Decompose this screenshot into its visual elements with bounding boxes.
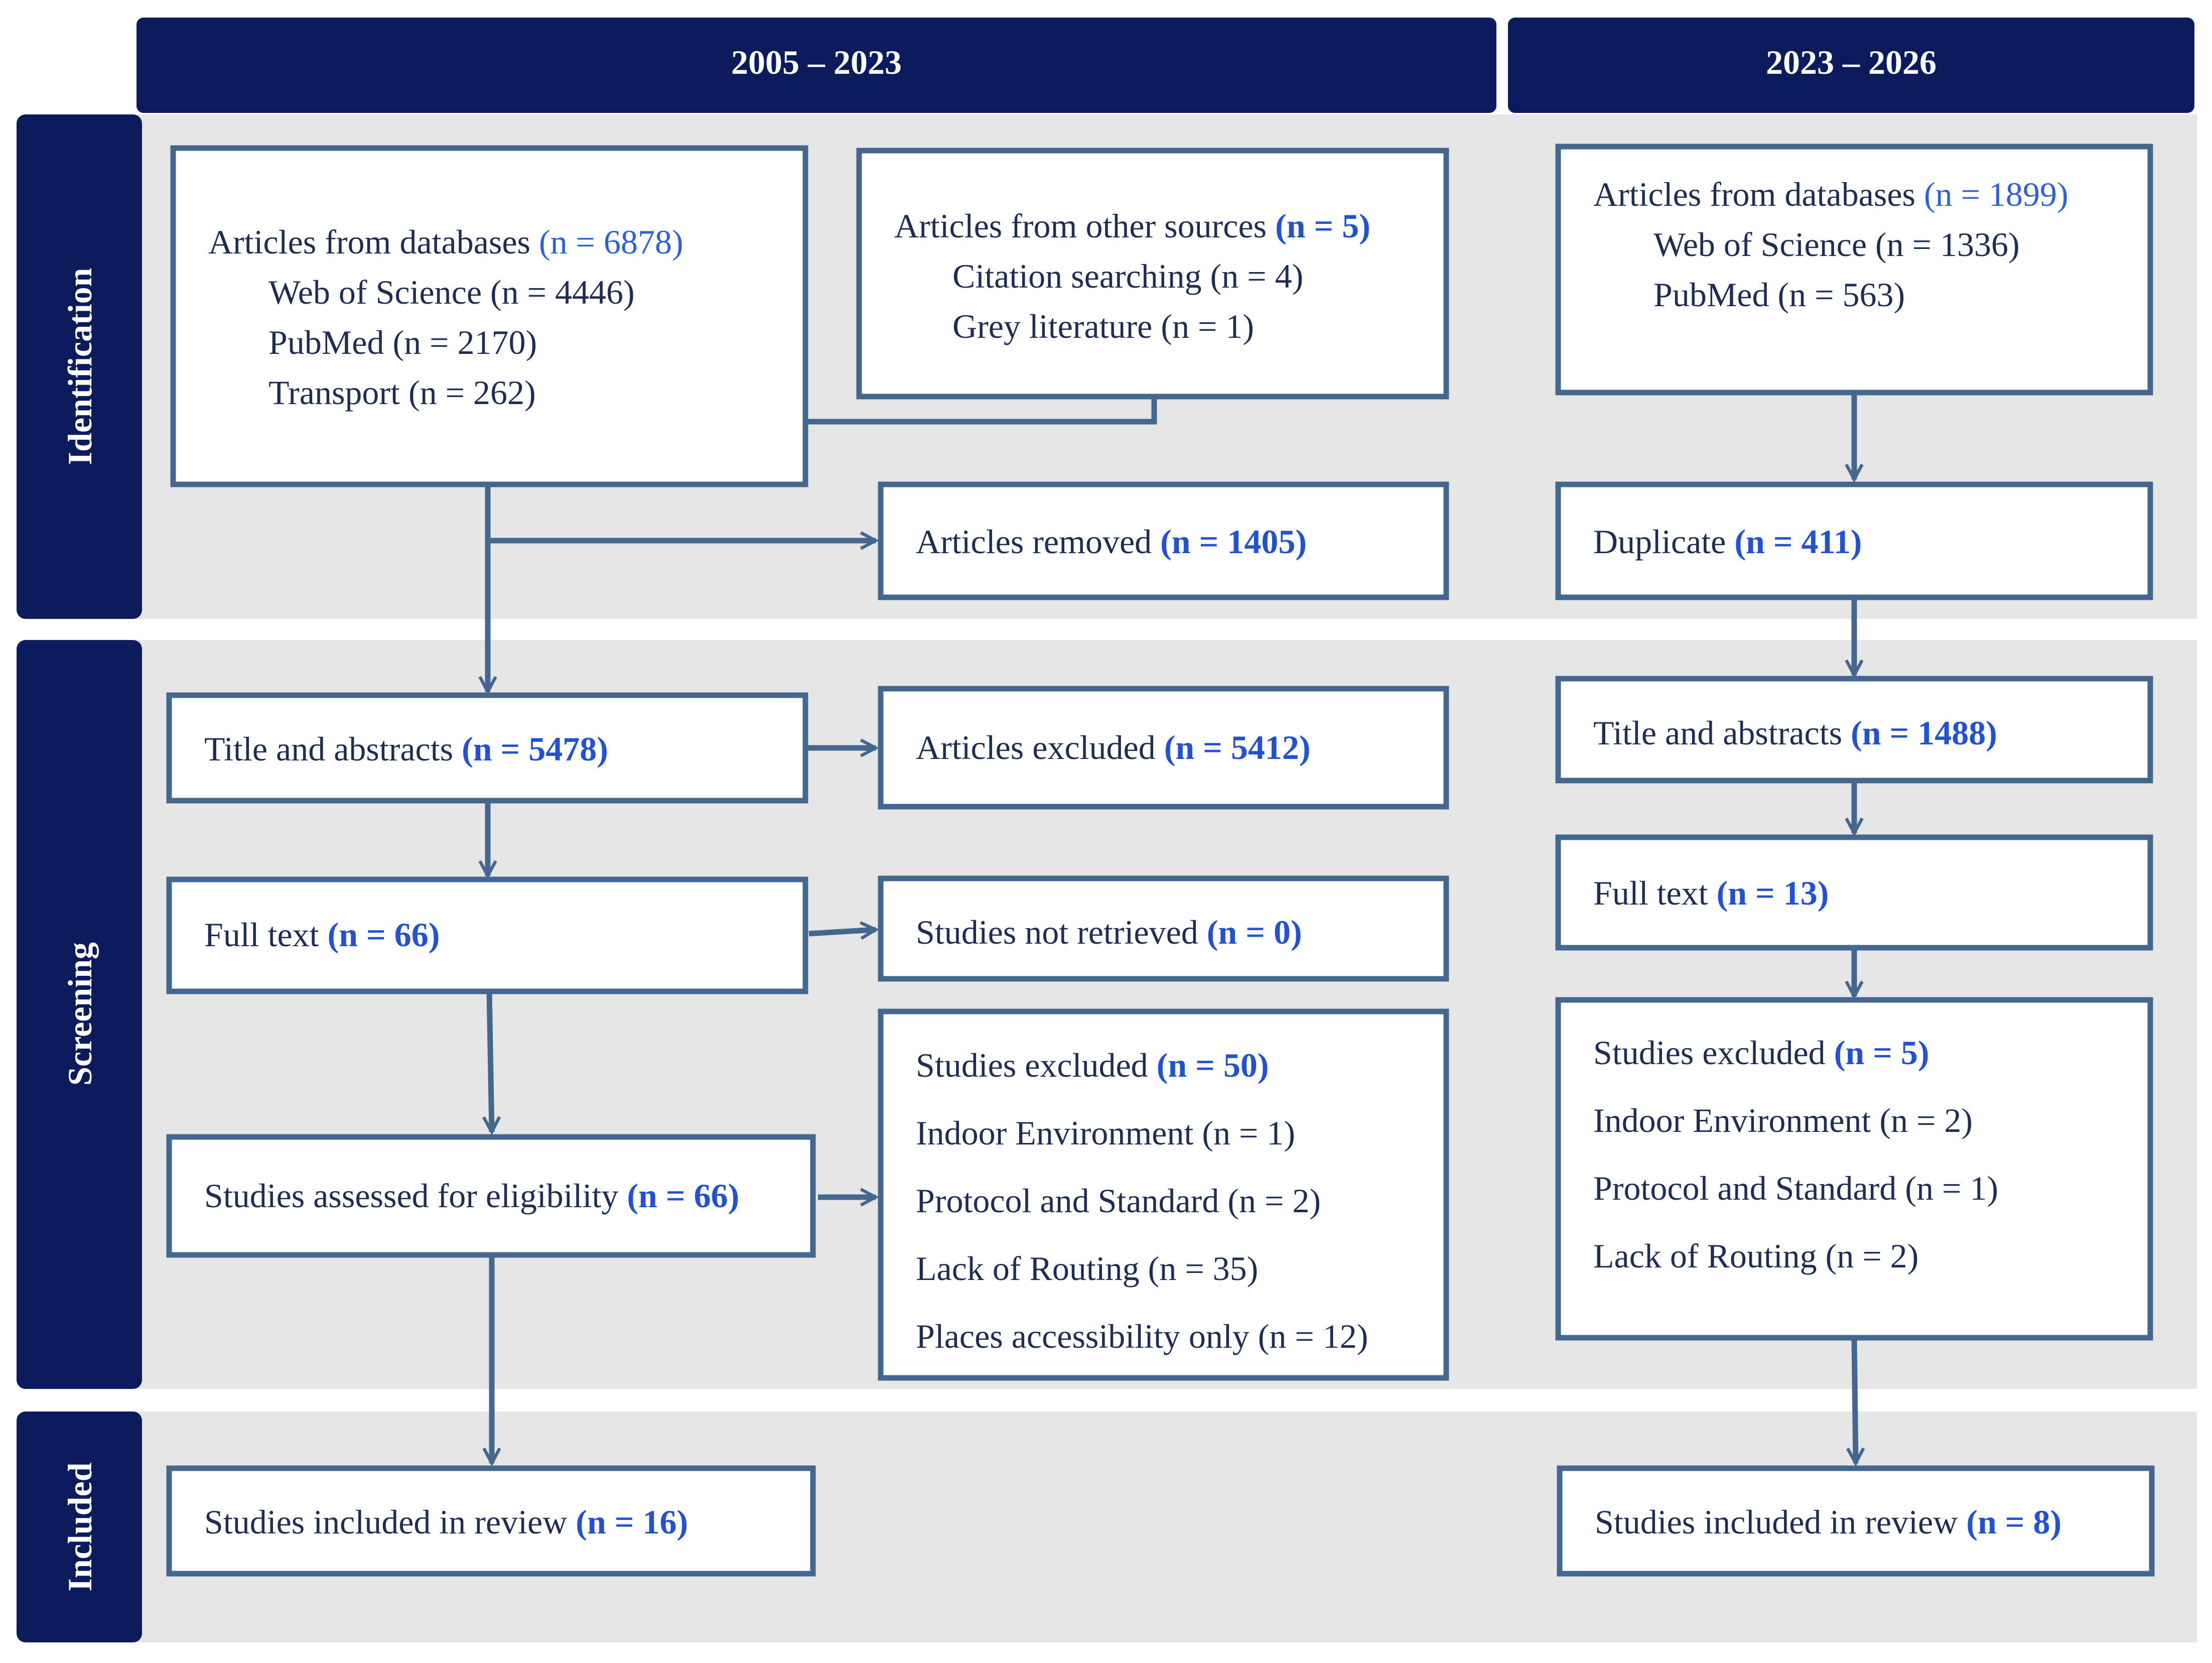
left-title-label: Title and abstracts <box>204 730 462 768</box>
arrow-r-excluded-to-included <box>1854 1338 1856 1463</box>
right-fulltext-label: Full text <box>1593 874 1717 912</box>
right-duplicate-label: Duplicate <box>1593 523 1735 561</box>
left-other-label: Articles from other sources <box>894 207 1276 245</box>
right-included-count: (n = 8) <box>1966 1503 2062 1541</box>
box-right-studies-excluded <box>1558 1000 2150 1338</box>
svg-text:Studies not retrieved (n = 0) <box>916 913 1302 951</box>
svg-text:Title and abstracts (n = 1488) <box>1593 714 1997 752</box>
box-left-full-text <box>169 879 805 991</box>
left-databases-sub-3: Transport (n = 262) <box>268 373 536 412</box>
left-eligibility-count: (n = 66) <box>627 1177 740 1215</box>
box-right-title-abstracts <box>1558 679 2150 781</box>
left-notretrieved-label: Studies not retrieved <box>916 913 1207 951</box>
arrow-fulltext-to-eligibility <box>489 991 492 1132</box>
header-left-text: 2005 – 2023 <box>731 43 902 81</box>
left-eligibility-label: Studies assessed for eligibility <box>204 1177 627 1215</box>
box-left-included <box>169 1468 813 1574</box>
left-included-count: (n = 16) <box>576 1503 688 1541</box>
left-studiesexcluded-sub-4: Places accessibility only (n = 12) <box>916 1317 1368 1355</box>
left-studiesexcluded-label: Studies excluded <box>916 1046 1157 1084</box>
right-title-label: Title and abstracts <box>1593 714 1851 752</box>
box-left-articles-excluded <box>881 689 1446 807</box>
box-left-databases <box>173 148 805 484</box>
left-removed-label: Articles removed <box>916 523 1161 561</box>
header-right-text: 2023 – 2026 <box>1766 43 1937 81</box>
box-left-title-abstracts <box>169 695 805 801</box>
right-databases-label: Articles from databases <box>1593 175 1924 213</box>
box-right-databases <box>1558 147 2150 393</box>
right-databases-sub-1: Web of Science (n = 1336) <box>1653 225 2020 264</box>
left-other-sub-2: Grey literature (n = 1) <box>952 307 1254 345</box>
left-studiesexcluded-sub-3: Lack of Routing (n = 35) <box>916 1249 1259 1288</box>
svg-text:Articles removed (n = 1405) <box>916 523 1307 561</box>
left-fulltext-label: Full text <box>204 916 328 954</box>
left-studiesexcluded-count: (n = 50) <box>1156 1046 1269 1084</box>
right-fulltext-count: (n = 13) <box>1716 874 1829 912</box>
svg-text:Studies excluded (n = 50) <box>916 1046 1269 1084</box>
left-removed-count: (n = 1405) <box>1160 523 1307 561</box>
right-databases-count: (n = 1899) <box>1923 175 2068 213</box>
left-other-sub-1: Citation searching (n = 4) <box>952 257 1304 295</box>
right-studiesexcluded-count: (n = 5) <box>1834 1034 1929 1072</box>
svg-text:Studies included in review (n <box>1595 1503 2061 1541</box>
svg-text:Studies excluded (n = 5) <box>1593 1034 1929 1072</box>
right-duplicate-count: (n = 411) <box>1734 523 1862 561</box>
right-studiesexcluded-sub-1: Indoor Environment (n = 2) <box>1593 1101 1973 1139</box>
left-databases-count: (n = 6878) <box>538 223 683 261</box>
box-right-duplicate <box>1558 484 2150 597</box>
box-right-included <box>1560 1468 2152 1574</box>
svg-text:Articles excluded (n = 5412) <box>916 728 1311 766</box>
right-studiesexcluded-sub-2: Protocol and Standard (n = 1) <box>1593 1169 1998 1207</box>
left-databases-sub-1: Web of Science (n = 4446) <box>268 273 635 311</box>
left-databases-sub-2: PubMed (n = 2170) <box>268 323 537 361</box>
phase-identification-label: Identification <box>61 268 99 465</box>
right-included-label: Studies included in review <box>1595 1503 1967 1541</box>
right-studiesexcluded-label: Studies excluded <box>1593 1034 1834 1072</box>
phase-included-label: Included <box>61 1462 99 1592</box>
svg-text:Articles from other sources (n <box>894 207 1370 245</box>
box-right-full-text <box>1558 837 2150 948</box>
left-excluded-label: Articles excluded <box>916 728 1164 766</box>
right-title-count: (n = 1488) <box>1851 714 1997 752</box>
box-left-studies-excluded <box>881 1011 1446 1378</box>
phase-screening-label: Screening <box>61 942 99 1086</box>
left-fulltext-count: (n = 66) <box>327 916 440 954</box>
box-left-not-retrieved <box>881 878 1446 979</box>
left-title-count: (n = 5478) <box>462 730 608 768</box>
left-studiesexcluded-sub-2: Protocol and Standard (n = 2) <box>916 1182 1321 1220</box>
svg-text:Title and abstracts (n = 5478) <box>204 730 608 768</box>
right-studiesexcluded-sub-3: Lack of Routing (n = 2) <box>1593 1237 1919 1275</box>
left-studiesexcluded-sub-1: Indoor Environment (n = 1) <box>916 1114 1295 1152</box>
svg-text:Duplicate (n = 411) <box>1593 523 1862 561</box>
box-left-removed <box>881 484 1446 597</box>
box-left-eligibility <box>169 1137 813 1255</box>
svg-text:Studies included in review (n <box>204 1503 688 1541</box>
svg-text:Articles from databases (n = 1 <box>1593 175 2068 213</box>
right-databases-sub-2: PubMed (n = 563) <box>1653 276 1905 314</box>
svg-text:Full text (n = 13) <box>1593 874 1829 912</box>
left-included-label: Studies included in review <box>204 1503 576 1541</box>
svg-text:Studies assessed for eligibili <box>204 1177 739 1215</box>
box-left-other-sources <box>859 151 1446 397</box>
left-databases-label: Articles from databases <box>208 223 539 261</box>
left-excluded-count: (n = 5412) <box>1164 728 1311 766</box>
left-notretrieved-count: (n = 0) <box>1206 913 1302 951</box>
left-other-count: (n = 5) <box>1275 207 1370 245</box>
svg-text:Articles from databases (n = 6 <box>208 223 683 261</box>
svg-text:Full text (n = 66) <box>204 916 440 954</box>
